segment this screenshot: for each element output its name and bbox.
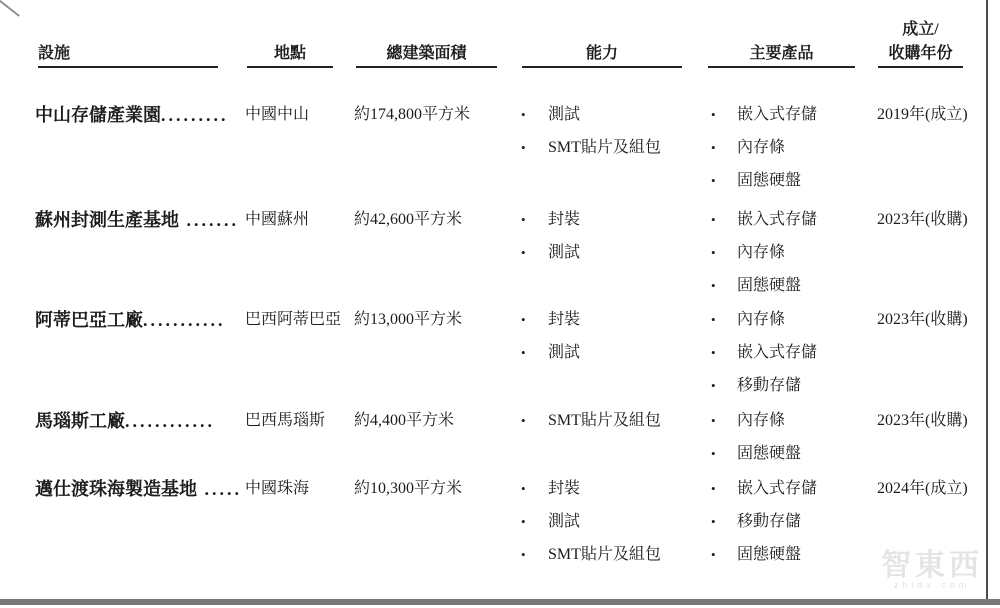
year-cell: 2023年(收購)	[877, 412, 968, 429]
area-cell: 約42,600平方米	[354, 211, 463, 228]
product-item: 固態硬盤	[737, 445, 802, 462]
year-cell: 2024年(成立)	[877, 480, 968, 497]
dot-leader: .........	[161, 105, 229, 125]
year-cell: 2023年(收購)	[877, 211, 968, 228]
bullet-icon: •	[521, 413, 526, 428]
watermark-logo: 智東西	[881, 549, 983, 582]
area-cell: 約4,400平方米	[354, 412, 455, 429]
capability-item: SMT貼片及組包	[548, 412, 661, 429]
column-header-capability: 能力	[585, 45, 618, 62]
bullet-icon: •	[711, 345, 716, 360]
product-item: 內存條	[737, 139, 786, 156]
bullet-icon: •	[711, 245, 716, 260]
page-bottom-bar	[0, 599, 1000, 605]
area-cell: 約174,800平方米	[354, 106, 471, 123]
bullet-icon: •	[711, 446, 716, 461]
bullet-icon: •	[711, 547, 716, 562]
product-item: 嵌入式存儲	[737, 480, 818, 497]
header-rule-facility	[38, 66, 218, 68]
facility-name: 邁仕渡珠海製造基地 .....	[35, 479, 242, 499]
column-header-location: 地點	[273, 45, 306, 62]
capability-item: 封裝	[548, 211, 581, 228]
bullet-icon: •	[711, 173, 716, 188]
dot-leader: ............	[125, 411, 215, 431]
facility-name: 蘇州封測生產基地 .......	[35, 210, 239, 230]
product-item: 內存條	[737, 311, 786, 328]
column-header-facility: 設施	[38, 45, 71, 62]
product-item: 內存條	[737, 412, 786, 429]
location-cell: 中國珠海	[245, 480, 310, 497]
bullet-icon: •	[521, 107, 526, 122]
capability-item: 測試	[548, 344, 581, 361]
product-item: 固態硬盤	[737, 277, 802, 294]
product-item: 移動存儲	[737, 377, 802, 394]
capability-item: 封裝	[548, 480, 581, 497]
bullet-icon: •	[521, 547, 526, 562]
header-rule-area	[356, 66, 497, 68]
facility-name: 阿蒂巴亞工廠...........	[35, 310, 226, 330]
header-rule-capability	[522, 66, 682, 68]
product-item: 固態硬盤	[737, 172, 802, 189]
bullet-icon: •	[521, 514, 526, 529]
product-item: 內存條	[737, 244, 786, 261]
bullet-icon: •	[711, 278, 716, 293]
page-right-border	[986, 0, 988, 600]
facility-name: 馬瑙斯工廠............	[35, 411, 215, 431]
header-rule-year	[878, 66, 963, 68]
product-item: 固態硬盤	[737, 546, 802, 563]
location-cell: 中國中山	[245, 106, 310, 123]
dot-leader: .....	[197, 479, 242, 499]
capability-item: SMT貼片及組包	[548, 546, 661, 563]
product-item: 移動存儲	[737, 513, 802, 530]
bullet-icon: •	[711, 413, 716, 428]
header-rule-location	[247, 66, 333, 68]
scan-corner-artifact	[0, 0, 20, 17]
bullet-icon: •	[711, 514, 716, 529]
bullet-icon: •	[711, 312, 716, 327]
area-cell: 約13,000平方米	[354, 311, 463, 328]
product-item: 嵌入式存儲	[737, 344, 818, 361]
bullet-icon: •	[521, 212, 526, 227]
bullet-icon: •	[521, 345, 526, 360]
bullet-icon: •	[711, 481, 716, 496]
capability-item: 封裝	[548, 311, 581, 328]
area-cell: 約10,300平方米	[354, 480, 463, 497]
header-rule-products	[708, 66, 855, 68]
column-header-area: 總建築面積	[386, 45, 467, 62]
bullet-icon: •	[521, 312, 526, 327]
bullet-icon: •	[521, 140, 526, 155]
column-header-products: 主要產品	[749, 45, 814, 62]
year-cell: 2019年(成立)	[877, 106, 968, 123]
capability-item: 測試	[548, 513, 581, 530]
dot-leader: .......	[179, 210, 239, 230]
location-cell: 巴西馬瑙斯	[245, 412, 326, 429]
watermark-domain: zhidx.com	[893, 580, 971, 590]
bullet-icon: •	[711, 212, 716, 227]
bullet-icon: •	[521, 481, 526, 496]
product-item: 嵌入式存儲	[737, 211, 818, 228]
location-cell: 巴西阿蒂巴亞	[245, 311, 342, 328]
location-cell: 中國蘇州	[245, 211, 310, 228]
dot-leader: ...........	[143, 310, 226, 330]
facility-name: 中山存儲產業園.........	[35, 105, 229, 125]
capability-item: 測試	[548, 106, 581, 123]
bullet-icon: •	[711, 107, 716, 122]
bullet-icon: •	[711, 140, 716, 155]
product-item: 嵌入式存儲	[737, 106, 818, 123]
capability-item: SMT貼片及組包	[548, 139, 661, 156]
year-cell: 2023年(收購)	[877, 311, 968, 328]
bullet-icon: •	[521, 245, 526, 260]
column-header-year-line1: 成立/	[902, 21, 939, 38]
bullet-icon: •	[711, 378, 716, 393]
capability-item: 測試	[548, 244, 581, 261]
column-header-year-line2: 收購年份	[888, 45, 953, 62]
